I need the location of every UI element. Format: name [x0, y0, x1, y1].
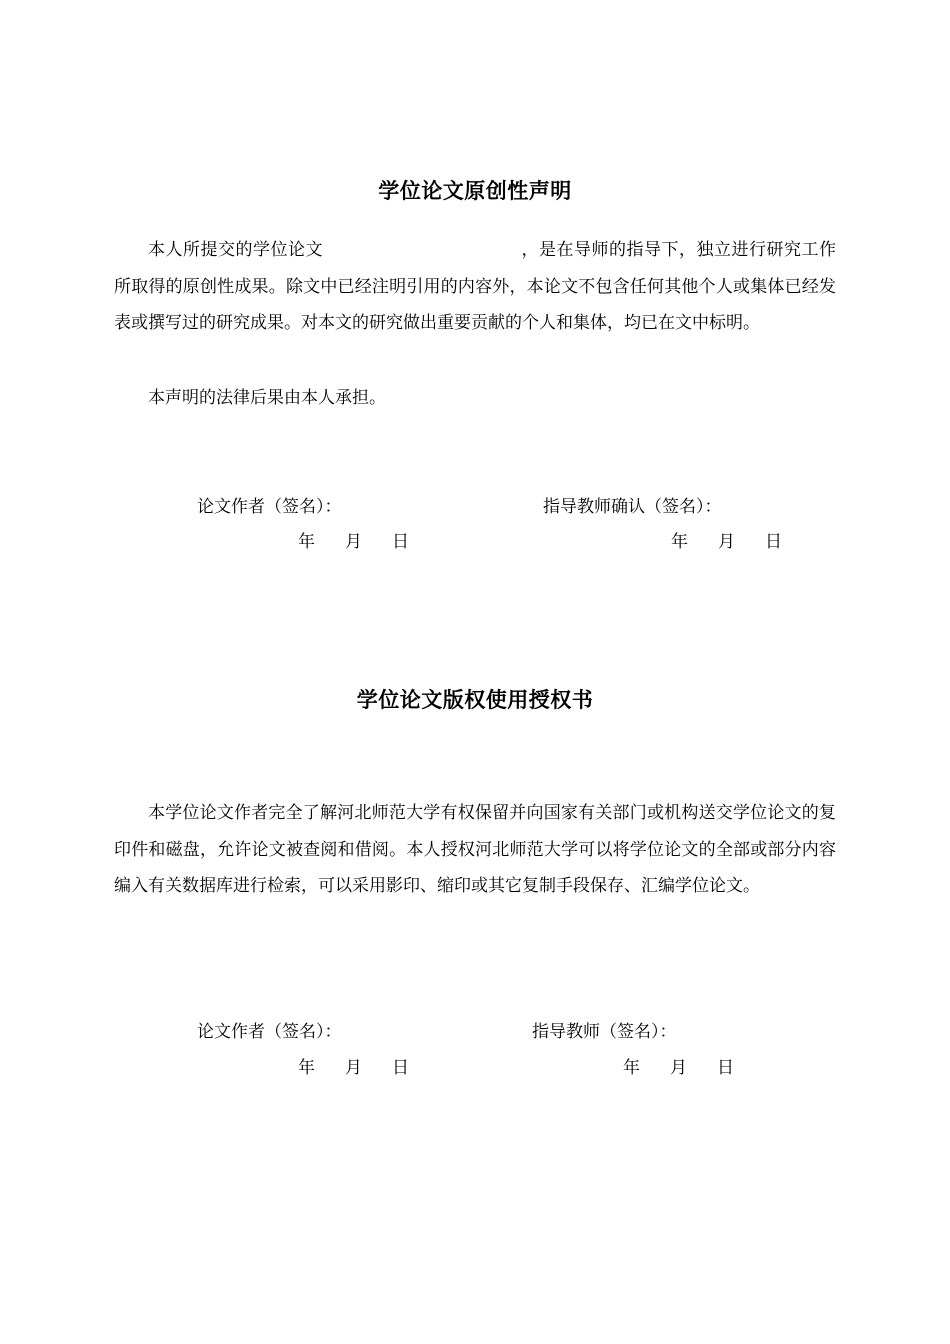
- declaration-title: 学位论文原创性声明: [378, 179, 572, 203]
- declaration-advisor-signature-label: 指导教师确认（签名）：: [543, 497, 722, 517]
- declaration-author-signature-label: 论文作者（签名）：: [197, 497, 342, 517]
- declaration-legal-note: 本声明的法律后果由本人承担。: [148, 388, 386, 408]
- authorization-advisor-date: [623, 1057, 734, 1079]
- date-year-label: 年: [298, 1058, 315, 1078]
- declaration-paragraph: [114, 232, 836, 342]
- date-month-label: 月: [718, 532, 735, 552]
- declaration-author-date: [298, 531, 409, 553]
- date-day-label: 日: [717, 1058, 734, 1078]
- authorization-paragraph: 本学位论文作者完全了解河北师范大学有权保留并向国家有关部门或机构送交学位论文的复印件和磁盘，允许论文被查阅和借阅。本人授权河北师范大学可以将学位论文的全部或部分内容编入有关数据库进行检索，可以采用影印、缩印或其它复制手段保存、汇编学位论文。: [114, 803, 836, 896]
- date-day-label: 日: [765, 532, 782, 552]
- authorization-title: 学位论文版权使用授权书: [356, 688, 594, 712]
- authorization-author-signature-label: 论文作者（签名）：: [197, 1022, 342, 1042]
- date-month-label: 月: [345, 532, 362, 552]
- declaration-text-before-thesis-title: 本人所提交的学位论文: [148, 240, 323, 260]
- declaration-advisor-date: [671, 531, 782, 553]
- date-month-label: 月: [670, 1058, 687, 1078]
- date-month-label: 月: [345, 1058, 362, 1078]
- date-year-label: 年: [298, 532, 315, 552]
- date-year-label: 年: [671, 532, 688, 552]
- authorization-author-date: [298, 1057, 409, 1079]
- authorization-advisor-signature-label: 指导教师（签名）：: [532, 1022, 677, 1042]
- declaration-text-after-thesis-title: ，是在导师的指导下，独立进行研究工作所取得的原创性成果。除文中已经注明引用的内容外，本论文不包含任何其他个人或集体已经发表或撰写过的研究成果。对本文的研究做出重要贡献的个人和集体，均已在文中标明。: [114, 240, 836, 333]
- date-day-label: 日: [392, 1058, 409, 1078]
- date-day-label: 日: [392, 532, 409, 552]
- date-year-label: 年: [623, 1058, 640, 1078]
